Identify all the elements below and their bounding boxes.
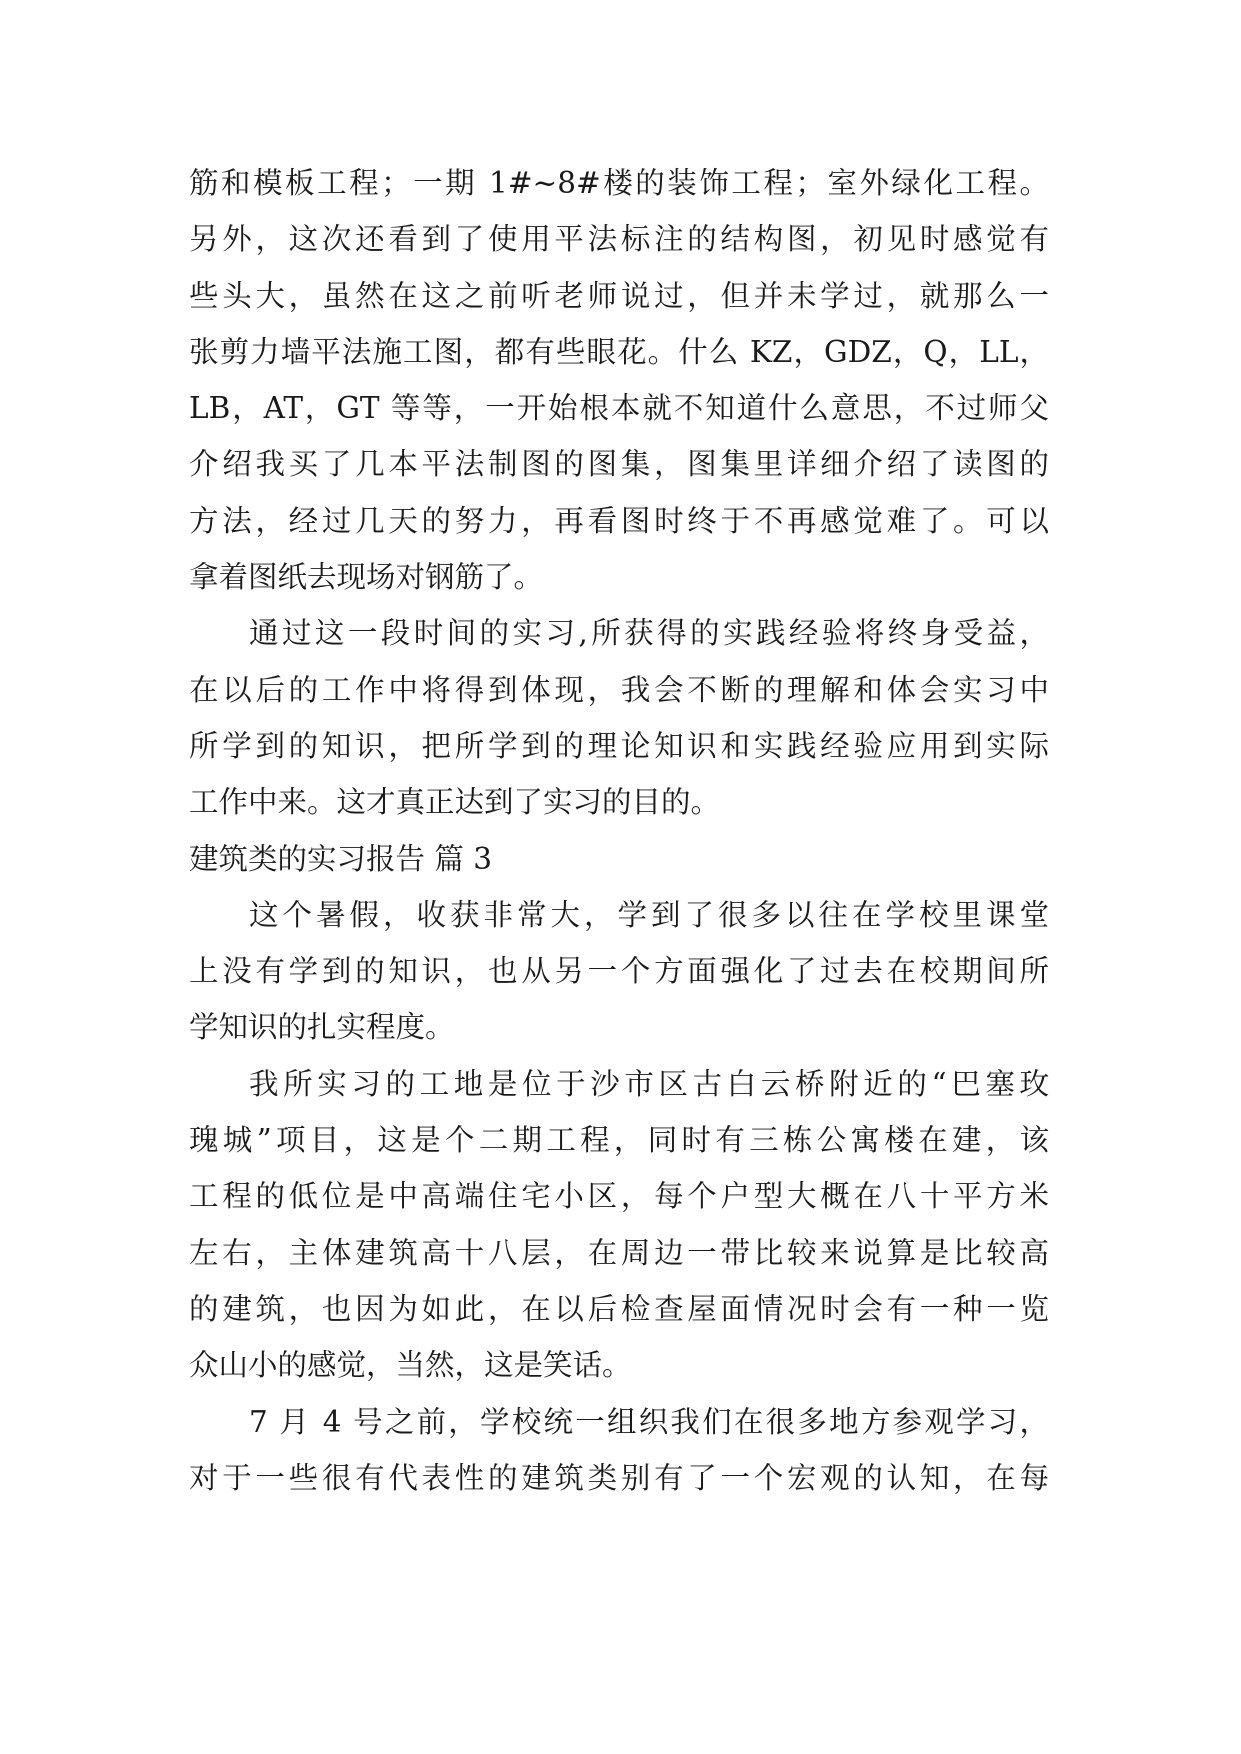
- text-line: 方法，经过几天的努力，再看图时终于不再感觉难了。可以: [189, 503, 1049, 538]
- text-line: 这个暑假，收获非常大，学到了很多以往在学校里课堂: [249, 897, 1049, 932]
- text-line: 对于一些很有代表性的建筑类别有了一个宏观的认知，在每: [189, 1460, 1049, 1495]
- text-line: 上没有学到的知识，也从另一个方面强化了过去在校期间所: [189, 954, 1049, 989]
- text-line: 工作中来。这才真正达到了实习的目的。: [189, 785, 721, 820]
- text-line: LB，AT，GT 等等，一开始根本就不知道什么意思，不过师父: [189, 391, 1049, 426]
- text-line: 7 月 4 号之前，学校统一组织我们在很多地方参观学习，: [249, 1404, 1049, 1439]
- text-line: 的建筑，也因为如此，在以后检查屋面情况时会有一种一览: [189, 1291, 1049, 1326]
- text-line: 拿着图纸去现场对钢筋了。: [189, 560, 544, 595]
- text-line: 众山小的感觉，当然，这是笑话。: [189, 1348, 632, 1383]
- text-line: 我所实习的工地是位于沙市区古白云桥附近的“巴塞玫: [249, 1066, 1049, 1101]
- text-line: 另外，这次还看到了使用平法标注的结构图，初见时感觉有: [189, 222, 1049, 257]
- text-line: 瑰城”项目，这是个二期工程，同时有三栋公寓楼在建，该: [189, 1123, 1049, 1158]
- text-line: 学知识的扎实程度。: [189, 1010, 455, 1045]
- text-line: 些头大，虽然在这之前听老师说过，但并未学过，就那么一: [189, 278, 1049, 313]
- text-line: 所学到的知识，把所学到的理论知识和实践经验应用到实际: [189, 728, 1049, 763]
- section-heading: 建筑类的实习报告 篇 3: [189, 841, 493, 876]
- text-line: 通过这一段时间的实习,所获得的实践经验将终身受益，: [249, 616, 1049, 651]
- text-line: 左右，主体建筑高十八层，在周边一带比较来说算是比较高: [189, 1235, 1049, 1270]
- text-line: 工程的低位是中高端住宅小区，每个户型大概在八十平方米: [189, 1179, 1049, 1214]
- text-line: 张剪力墙平法施工图，都有些眼花。什么 KZ，GDZ，Q，LL，: [189, 334, 1049, 369]
- text-line: 筋和模板工程；一期 1#~8#楼的装饰工程；室外绿化工程。: [189, 166, 1049, 200]
- text-line: 在以后的工作中将得到体现，我会不断的理解和体会实习中: [189, 672, 1049, 707]
- text-line: 介绍我买了几本平法制图的图集，图集里详细介绍了读图的: [189, 447, 1049, 482]
- document-body: [189, 155, 1049, 1506]
